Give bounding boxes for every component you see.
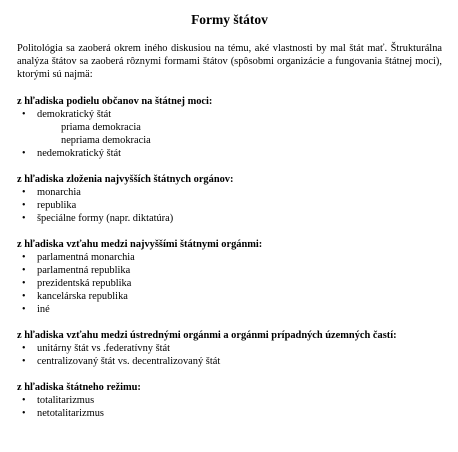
section [17,238,442,316]
section [17,95,442,160]
section [17,329,442,368]
list-item [17,264,442,277]
bullet-icon: • [22,265,26,276]
section-heading: z hľadiska vzťahu medzi ústrednými orgánmi a orgánmi prípadných územných častí: [17,330,397,341]
bullet-icon: • [22,395,26,406]
bullet-list [17,342,442,368]
list-item [17,186,442,199]
bullet-icon: • [22,148,26,159]
list-item-text: parlamentná monarchia [37,252,135,263]
document-title: Formy štátov [191,12,268,27]
bullet-list [17,108,442,160]
bullet-icon: • [22,291,26,302]
list-item [17,290,442,303]
bullet-icon: • [22,213,26,224]
document-page [17,12,442,433]
list-item-text: republika [37,200,77,211]
bullet-icon: • [22,187,26,198]
list-item-text: kancelárska republika [37,291,128,302]
bullet-icon: • [22,356,26,367]
list-item-text: totalitarizmus [37,395,95,406]
list-item-text: iné [37,304,50,315]
sub-list-item: priama demokracia [61,122,141,133]
list-item [17,407,442,420]
list-item [17,303,442,316]
bullet-icon: • [22,278,26,289]
sections-container [17,95,442,420]
bullet-icon: • [22,304,26,315]
list-item-text: nedemokratický štát [37,148,121,159]
section [17,173,442,225]
list-item-text: unitárny štát vs .federatívny štát [37,343,171,354]
list-item [17,199,442,212]
list-item-text: centralizovaný štát vs. decentralizovaný štát [37,356,221,367]
list-item-text: prezidentská republika [37,278,132,289]
section-heading: z hľadiska podielu občanov na štátnej moci: [17,96,213,107]
list-item [17,251,442,264]
list-item-text: netotalitarizmus [37,408,104,419]
list-item [17,394,442,407]
bullet-icon: • [22,200,26,211]
sub-list [37,121,442,147]
list-item [17,342,442,355]
bullet-list [17,394,442,420]
bullet-list [17,186,442,225]
bullet-icon: • [22,252,26,263]
list-item [17,108,442,147]
bullet-icon: • [22,343,26,354]
list-item-text: monarchia [37,187,81,198]
sub-list-item: nepriama demokracia [61,135,151,146]
intro-paragraph: Politológia sa zaoberá okrem iného diskusiou na tému, aké vlastnosti by mal štát mať. Štrukturálna analýza štátov sa zaoberá rôznymi formami štátov (spôsobmi organizácie a fungovania štátnej moci), ktorými sú najmä: [17,43,442,80]
section [17,381,442,420]
bullet-list [17,251,442,316]
bullet-icon: • [22,109,26,120]
list-item [17,147,442,160]
list-item [17,212,442,225]
bullet-icon: • [22,408,26,419]
section-heading: z hľadiska zloženia najvyšších štátnych orgánov: [17,174,234,185]
list-item-text: parlamentná republika [37,265,131,276]
list-item [17,277,442,290]
list-item-text: špeciálne formy (napr. diktatúra) [37,213,174,224]
list-item-text: demokratický štát [37,109,112,120]
section-heading: z hľadiska vzťahu medzi najvyššími štátnymi orgánmi: [17,239,263,250]
section-heading: z hľadiska štátneho režimu: [17,382,141,393]
list-item [17,355,442,368]
